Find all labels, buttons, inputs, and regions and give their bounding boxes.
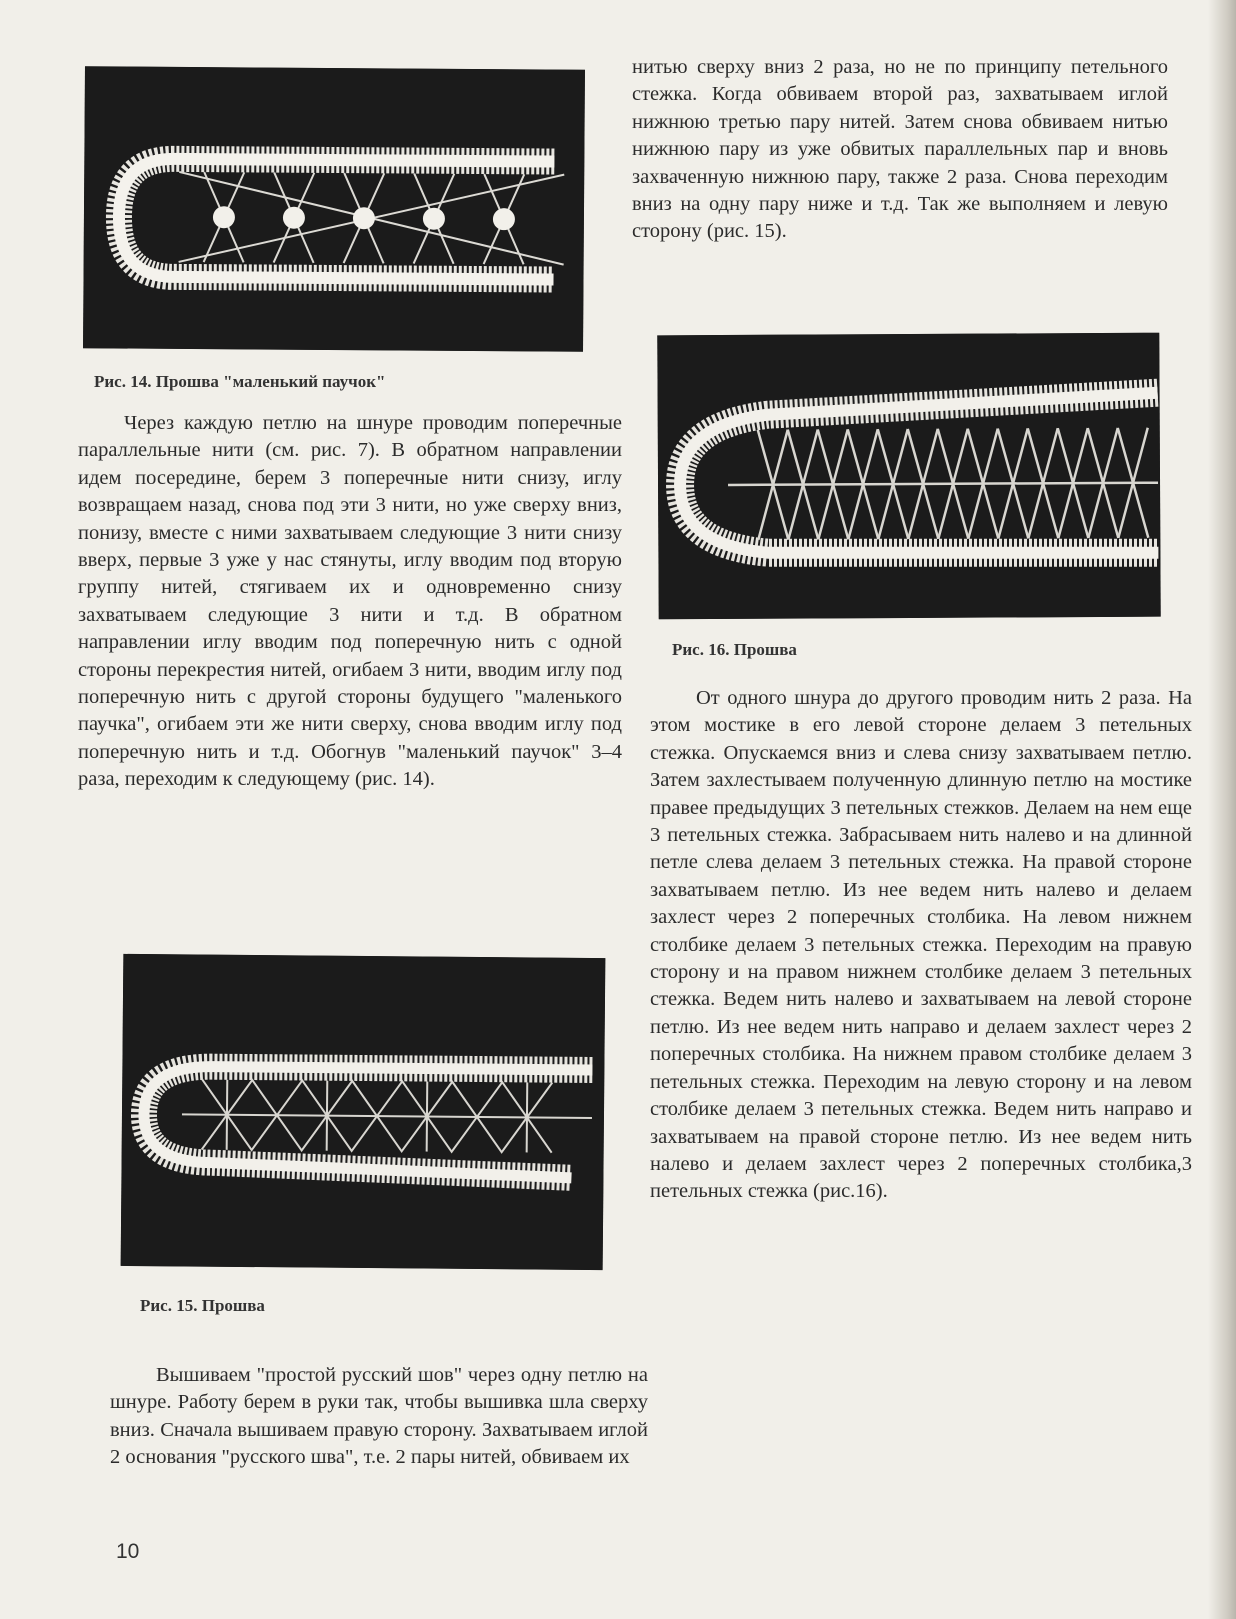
text-right-bottom	[650, 685, 1192, 1206]
paragraph-russian-stitch: Вышиваем "простой русский шов" через одну петлю на шнуре. Работу берем в руки так, чтобы вышивка шла сверху вниз. Сначала вышиваем правую сторону. Захватываем иглой 2 основания "русского шва", т.е. 2 пары нитей, обвиваем их	[110, 1364, 648, 1469]
text-left-mid	[78, 410, 622, 794]
text-right-top	[632, 54, 1168, 246]
paragraph-continuation: нитью сверху вниз 2 раза, но не по принципу петельного стежка. Когда обвиваем второй раз, захватываем иглой нижнюю третью пару нитей. Затем снова обвиваем нитью нижнюю пару из уже обвитых параллельных пар и вновь захваченную нижнюю пару, также 2 раза. Снова переходим вниз на одну пару ниже и т.д. Так же выполняем и левую сторону (рис. 15).	[632, 56, 1168, 243]
figure-15-caption: Рис. 15. Прошва	[140, 1296, 265, 1315]
figure-16-caption: Рис. 16. Прошва	[672, 640, 797, 659]
page-edge-shadow	[1208, 0, 1236, 1619]
figure-16-photo	[657, 333, 1160, 620]
paragraph-spider-instructions: Через каждую петлю на шнуре проводим поперечные параллельные нити (см. рис. 7). В обратном направлении идем посередине, берем 3 поперечные нити снизу, иглу возвращаем назад, снова под эти 3 нити, но уже сверху вниз, понизу, вместе с ними захватываем следующие 3 нити снизу вверх, первые 3 уже у нас стянуты, иглу вводим под вторую группу нитей, стягиваем их и одновременно снизу захватываем следующие 3 нити и т.д. В обратном направлении иглу вводим под поперечную нить с одной стороны перекрестия нитей, огибаем 3 нити, вводим иглу под поперечную нить с другой стороны будущего "маленького паучка", огибаем эти же нити сверху, снова вводим иглу под поперечную нить и т.д. Обогнув "маленький паучок" 3–4 раза, переходим к следующему (рис. 14).	[78, 412, 622, 791]
figure-14-photo	[83, 66, 585, 351]
figure-15-photo	[121, 954, 606, 1270]
figure-14-caption: Рис. 14. Прошва "маленький паучок"	[94, 372, 386, 391]
text-left-bottom	[110, 1362, 648, 1472]
paragraph-fig16-instructions: От одного шнура до другого проводим нить 2 раза. На этом мостике в его левой стороне делаем 3 петельных стежка. Опускаемся вниз и слева снизу захватываем петлю. Затем захлестываем полученную длинную петлю на мостике правее предыдущих 3 петельных стежков. Делаем на нем еще 3 петельных стежка. Забрасываем нить налево и на длинной петле слева делаем 3 петельных стежка. На правой стороне захватываем петлю. Из нее ведем нить налево и делаем захлест через 2 поперечных столбика. На левом нижнем столбике делаем 3 петельных стежка. Переходим на правую сторону и на правом нижнем столбике делаем 3 петельных стежка. Ведем нить налево и захватываем на левой стороне петлю. Из нее ведем нить направо и делаем захлест через 2 поперечных столбика. На нижнем правом столбике делаем 3 петельных стежка. Переходим на левую сторону и на левом столбике делаем 3 петельных стежка. Ведем нить направо и захватываем на правой стороне петлю. Из нее ведем нить налево и делаем захлест через 2 поперечных столбика,3 петельных стежка (рис.16).	[650, 687, 1192, 1203]
page-number: 10	[116, 1540, 140, 1563]
